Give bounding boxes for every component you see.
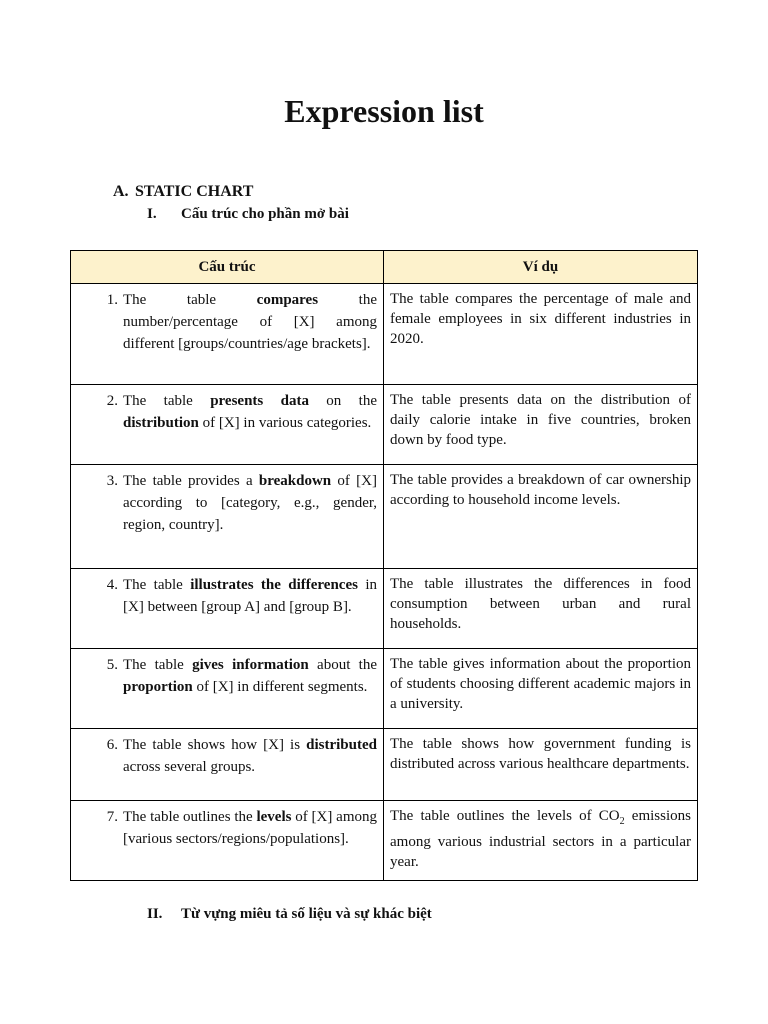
subsection-label: Cấu trúc cho phần mở bài (181, 206, 349, 222)
structure-fragment: across several groups. (123, 759, 256, 775)
page-title: Expression list (284, 93, 484, 129)
example-cell: The table shows how government funding is distributed across various healthcare departments. (384, 729, 698, 801)
section-letter: A. (113, 183, 129, 200)
structure-fragment: of [X] according to [category, e.g., gender, region, country]. (123, 473, 377, 533)
example-cell: The table provides a breakdown of car ownership according to household income levels. (384, 465, 698, 569)
table-row (71, 649, 698, 729)
structure-cell (71, 649, 384, 729)
structure-fragment: on the (308, 393, 377, 409)
table-row (71, 385, 698, 465)
key-phrase: levels (256, 809, 292, 825)
row-number: 7. (106, 809, 118, 825)
table-row (71, 465, 698, 569)
row-number: 6. (106, 737, 118, 753)
row-number: 5. (106, 657, 118, 673)
table-header-row (71, 251, 698, 284)
key-phrase: compares (256, 292, 319, 308)
structure-cell (71, 801, 384, 881)
table-row (71, 569, 698, 649)
section-heading-static-chart (113, 183, 253, 201)
structure-fragment: of [X] among [various sectors/regions/populations]. (123, 809, 377, 847)
structure-fragment: The table (123, 577, 191, 593)
subsection-heading-intro-structures (147, 206, 349, 223)
example-cell: The table illustrates the differences in food consumption between urban and rural households. (384, 569, 698, 649)
structure-text (123, 734, 377, 778)
structure-text (123, 574, 377, 618)
structure-cell (71, 284, 384, 385)
structure-fragment: The table (123, 393, 211, 409)
table-row (71, 729, 698, 801)
key-phrase: breakdown (258, 473, 332, 489)
structure-fragment: the number/percentage of [X] among different [groups/countries/age brackets]. (123, 292, 377, 352)
subsection-heading-vocabulary (147, 906, 432, 923)
row-number: 4. (106, 577, 118, 593)
key-phrase: distributed (306, 737, 377, 753)
example-cell: The table gives information about the proportion of students choosing different academic majors in a university. (384, 649, 698, 729)
structure-cell (71, 385, 384, 465)
example-cell: The table compares the percentage of male and female employees in six different industries in 2020. (384, 284, 698, 385)
key-phrase: proportion (123, 679, 193, 695)
column-header-structure: Cấu trúc (71, 251, 384, 284)
structure-fragment: about the (308, 657, 377, 673)
structure-fragment: of [X] in different segments. (192, 679, 368, 695)
structure-text (123, 289, 377, 355)
subsection-number: I. (147, 206, 157, 222)
structure-cell (71, 729, 384, 801)
example-cell (384, 801, 698, 881)
structure-text (123, 470, 377, 536)
structure-fragment: The table shows how [X] is (123, 737, 307, 753)
row-number: 1. (106, 292, 118, 308)
subsection-label: Từ vựng miêu tả số liệu và sự khác biệt (181, 906, 432, 922)
structure-text (123, 654, 377, 698)
expression-table (70, 250, 698, 881)
key-phrase: distribution (123, 415, 199, 431)
structure-fragment: in [X] between [group A] and [group B]. (123, 577, 377, 615)
example-text: emissions among various industrial sectors in a particular year. (390, 808, 691, 870)
example-text: The table outlines the levels of CO (390, 808, 620, 824)
subscript: 2 (619, 816, 625, 827)
section-label: STATIC CHART (135, 183, 254, 200)
structure-fragment: The table provides a (123, 473, 259, 489)
structure-fragment: of [X] in various categories. (198, 415, 372, 431)
table-row (71, 801, 698, 881)
structure-cell (71, 569, 384, 649)
structure-fragment: The table (123, 657, 193, 673)
key-phrase: illustrates the differences (190, 577, 358, 593)
row-number: 2. (106, 393, 118, 409)
column-header-example: Ví dụ (384, 251, 698, 284)
structure-fragment: The table outlines the (123, 809, 257, 825)
key-phrase: gives information (192, 657, 309, 673)
subsection-number: II. (147, 906, 163, 922)
example-cell: The table presents data on the distribution of daily calorie intake in five countries, broken down by food type. (384, 385, 698, 465)
structure-text (123, 806, 377, 850)
table-row (71, 284, 698, 385)
key-phrase: presents data (210, 393, 309, 409)
row-number: 3. (106, 473, 118, 489)
structure-cell (71, 465, 384, 569)
structure-text (123, 390, 377, 434)
structure-fragment: The table (123, 292, 257, 308)
